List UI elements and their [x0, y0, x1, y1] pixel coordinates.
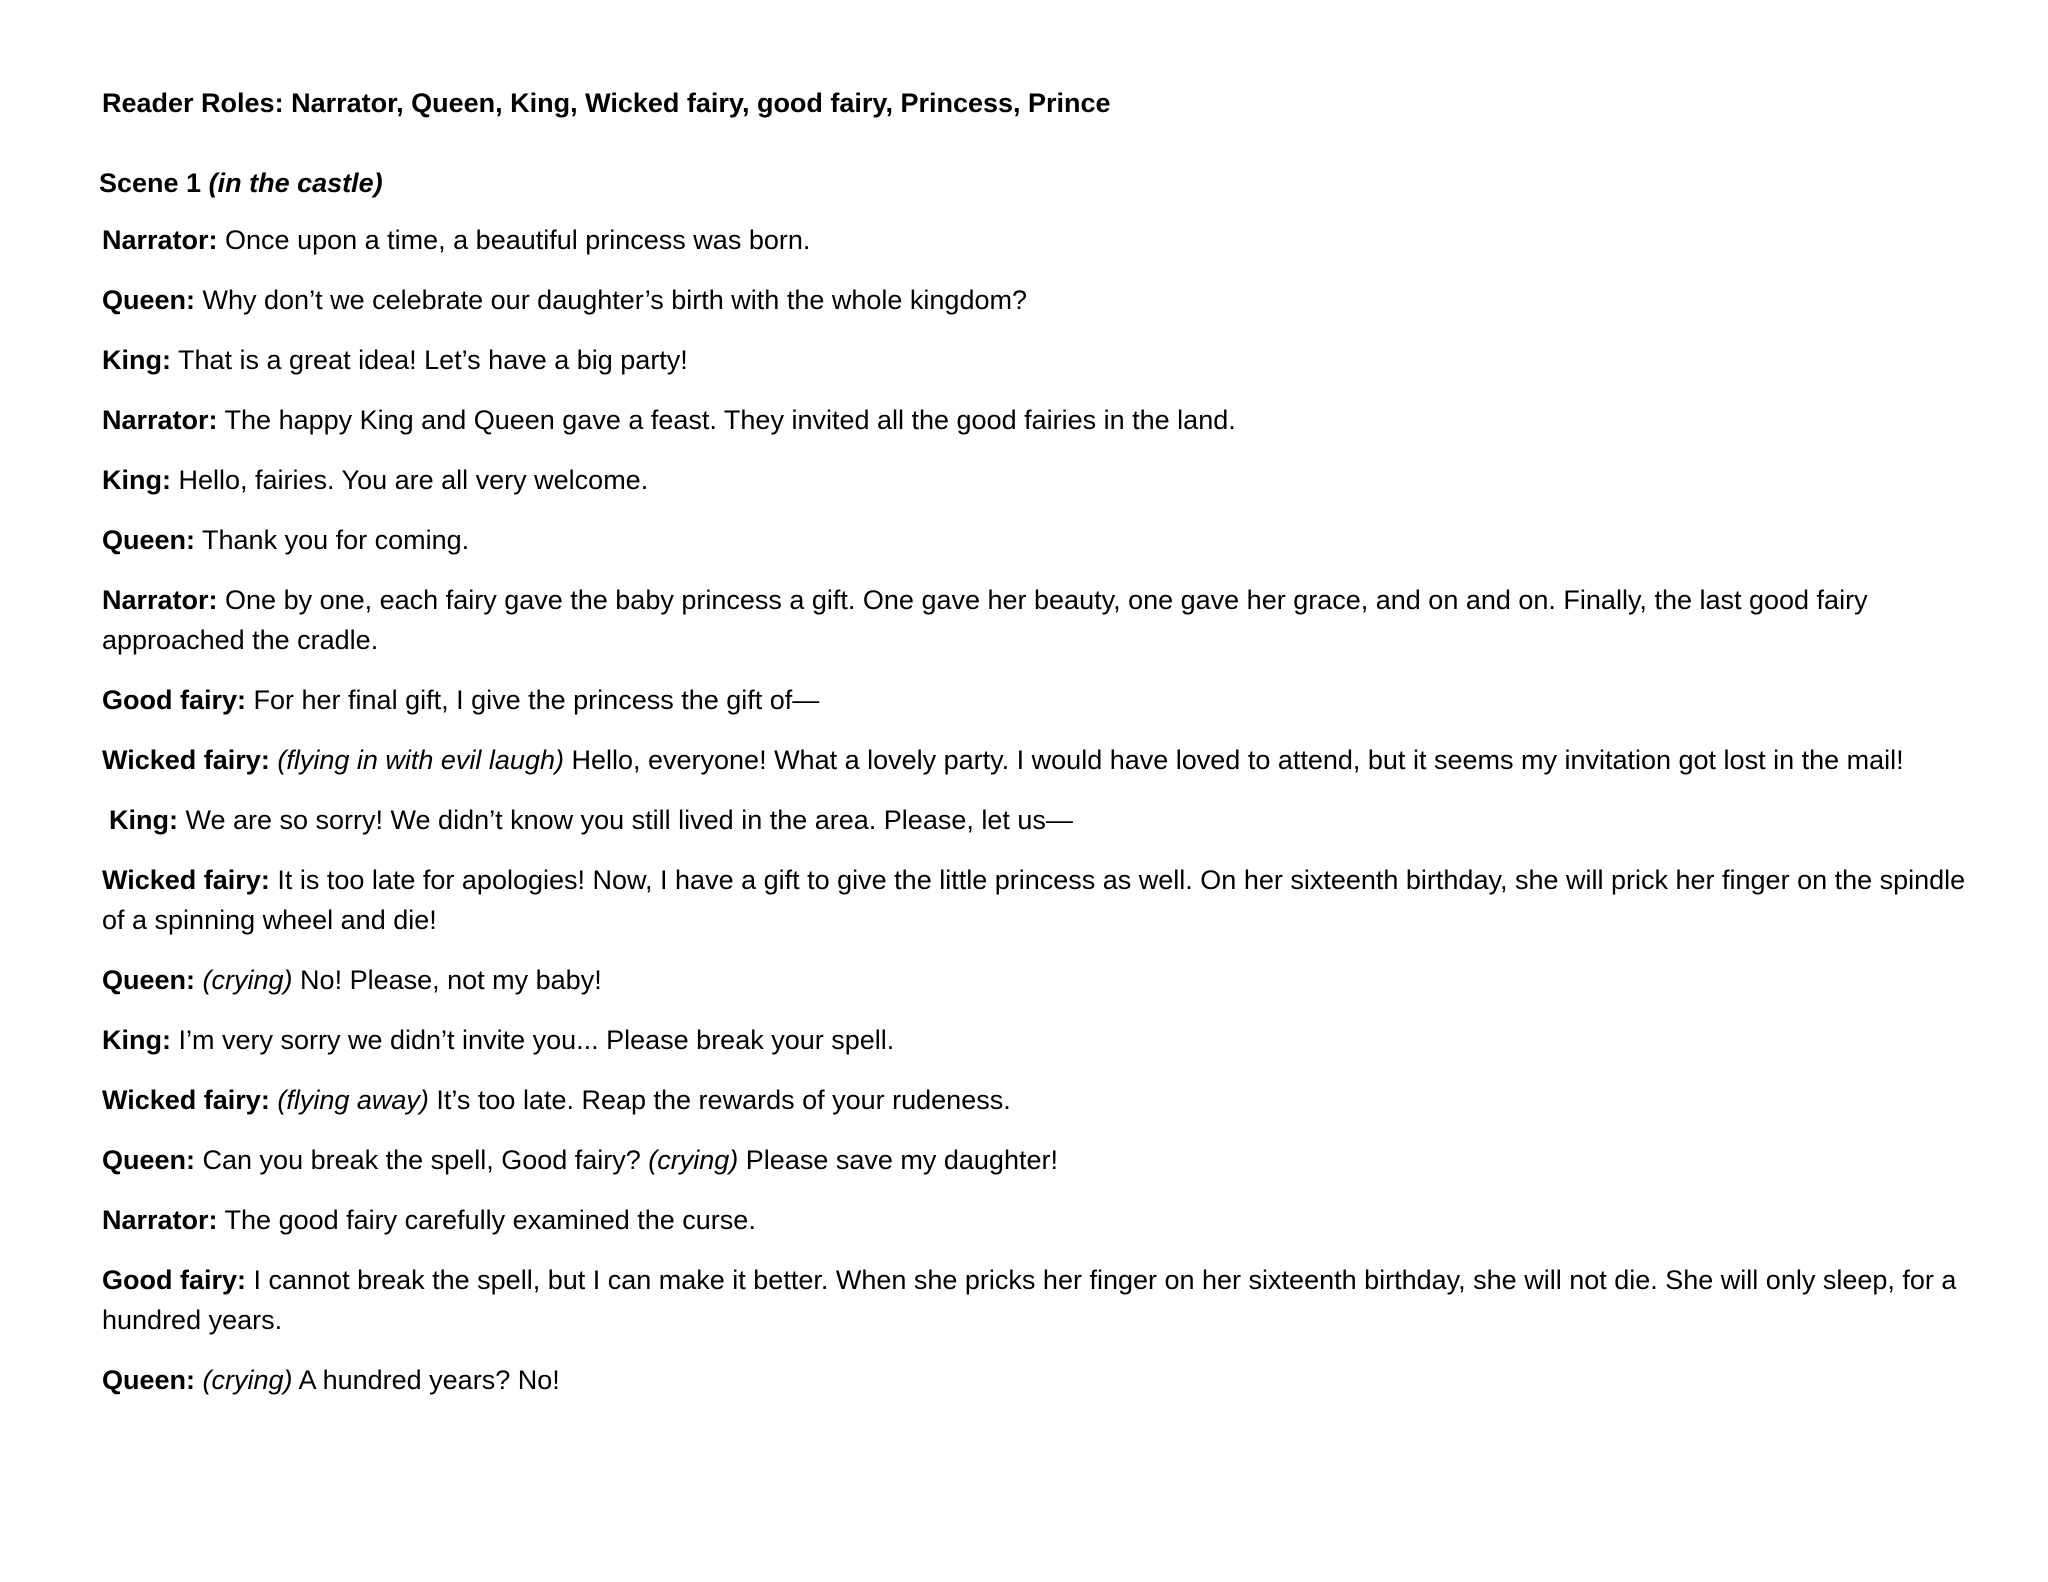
scene-setting: (in the castle) — [208, 168, 383, 198]
dialogue-line — [102, 1200, 1982, 1240]
dialogue-text: The happy King and Queen gave a feast. They invited all the good fairies in the land. — [217, 405, 1236, 435]
speaker-name: King: — [102, 1025, 171, 1055]
speaker-name: King: — [109, 805, 178, 835]
dialogue-text: Once upon a time, a beautiful princess was born. — [217, 225, 811, 255]
speaker-name: Queen: — [102, 965, 196, 995]
speaker-name: Wicked fairy: — [102, 745, 270, 775]
scene-heading — [99, 164, 1982, 202]
dialogue-line — [102, 520, 1982, 560]
stage-direction: (crying) — [202, 965, 293, 995]
dialogue-line — [102, 400, 1982, 440]
speaker-name: Wicked fairy: — [102, 865, 270, 895]
dialogue-line — [102, 800, 1982, 840]
dialogue-line — [102, 1260, 1982, 1340]
dialogue-line — [102, 1360, 1982, 1400]
dialogue-text: A hundred years? No! — [292, 1365, 560, 1395]
dialogue-line — [102, 340, 1982, 380]
speaker-name: King: — [102, 345, 171, 375]
reader-roles: Reader Roles: Narrator, Queen, King, Wicked fairy, good fairy, Princess, Prince — [102, 88, 1111, 118]
speaker-name: Queen: — [102, 525, 196, 555]
speaker-name: Narrator: — [102, 585, 218, 615]
dialogue-text: Why don’t we celebrate our daughter’s birth with the whole kingdom? — [195, 285, 1027, 315]
speaker-name: Good fairy: — [102, 1265, 247, 1295]
dialogue-line — [102, 680, 1982, 720]
speaker-name: Queen: — [102, 1365, 196, 1395]
script-page — [99, 84, 1982, 1420]
dialogue-line — [102, 860, 1982, 940]
dialogue-text: For her final gift, I give the princess the gift of— — [246, 685, 820, 715]
dialogue-line — [102, 580, 1982, 660]
dialogue-text: No! Please, not my baby! — [292, 965, 602, 995]
speaker-name: Narrator: — [102, 225, 218, 255]
speaker-name: King: — [102, 465, 171, 495]
dialogue-text: I cannot break the spell, but I can make it better. When she pricks her finger on her sixteenth birthday, she will not die. She will only sleep, for a hundred years. — [102, 1265, 1957, 1335]
dialogue-text: That is a great idea! Let’s have a big party! — [170, 345, 688, 375]
dialogue-text: One by one, each fairy gave the baby princess a gift. One gave her beauty, one gave her grace, and on and on. Finally, the last good fairy approached the cradle. — [102, 585, 1868, 655]
dialogue-text: It’s too late. Reap the rewards of your rudeness. — [428, 1085, 1011, 1115]
dialogue-text: It is too late for apologies! Now, I have a gift to give the little princess as well. On her sixteenth birthday, she will prick her finger on the spindle of a spinning wheel and die! — [102, 865, 1966, 935]
dialogue-line — [102, 220, 1982, 260]
dialogue-text: I’m very sorry we didn’t invite you... Please break your spell. — [170, 1025, 895, 1055]
dialogue-line — [102, 460, 1982, 500]
dialogue-line — [102, 280, 1982, 320]
dialogue-line — [102, 1080, 1982, 1120]
dialogue-text: We are so sorry! We didn’t know you still lived in the area. Please, let us— — [177, 805, 1073, 835]
speaker-name: Wicked fairy: — [102, 1085, 270, 1115]
dialogue-text: The good fairy carefully examined the curse. — [217, 1205, 756, 1235]
stage-direction: (flying in with evil laugh) — [277, 745, 564, 775]
stage-direction: (flying away) — [277, 1085, 429, 1115]
dialogue-text: Please save my daughter! — [738, 1145, 1058, 1175]
dialogue-text: Hello, fairies. You are all very welcome. — [170, 465, 649, 495]
speaker-name: Queen: — [102, 285, 196, 315]
speaker-name: Good fairy: — [102, 685, 247, 715]
stage-direction: (crying) — [202, 1365, 293, 1395]
stage-direction: (crying) — [648, 1145, 739, 1175]
dialogue-line — [102, 960, 1982, 1000]
dialogue-line — [102, 1020, 1982, 1060]
speaker-name: Narrator: — [102, 405, 218, 435]
dialogue-line — [102, 1140, 1982, 1180]
dialogue-line — [102, 740, 1982, 780]
dialogue-text: Can you break the spell, Good fairy? — [195, 1145, 649, 1175]
dialogue-text: Hello, everyone! What a lovely party. I would have loved to attend, but it seems my invitation got lost in the mail! — [563, 745, 1904, 775]
dialogue-text: Thank you for coming. — [195, 525, 470, 555]
scene-label: Scene 1 — [99, 168, 202, 198]
speaker-name: Queen: — [102, 1145, 196, 1175]
speaker-name: Narrator: — [102, 1205, 218, 1235]
